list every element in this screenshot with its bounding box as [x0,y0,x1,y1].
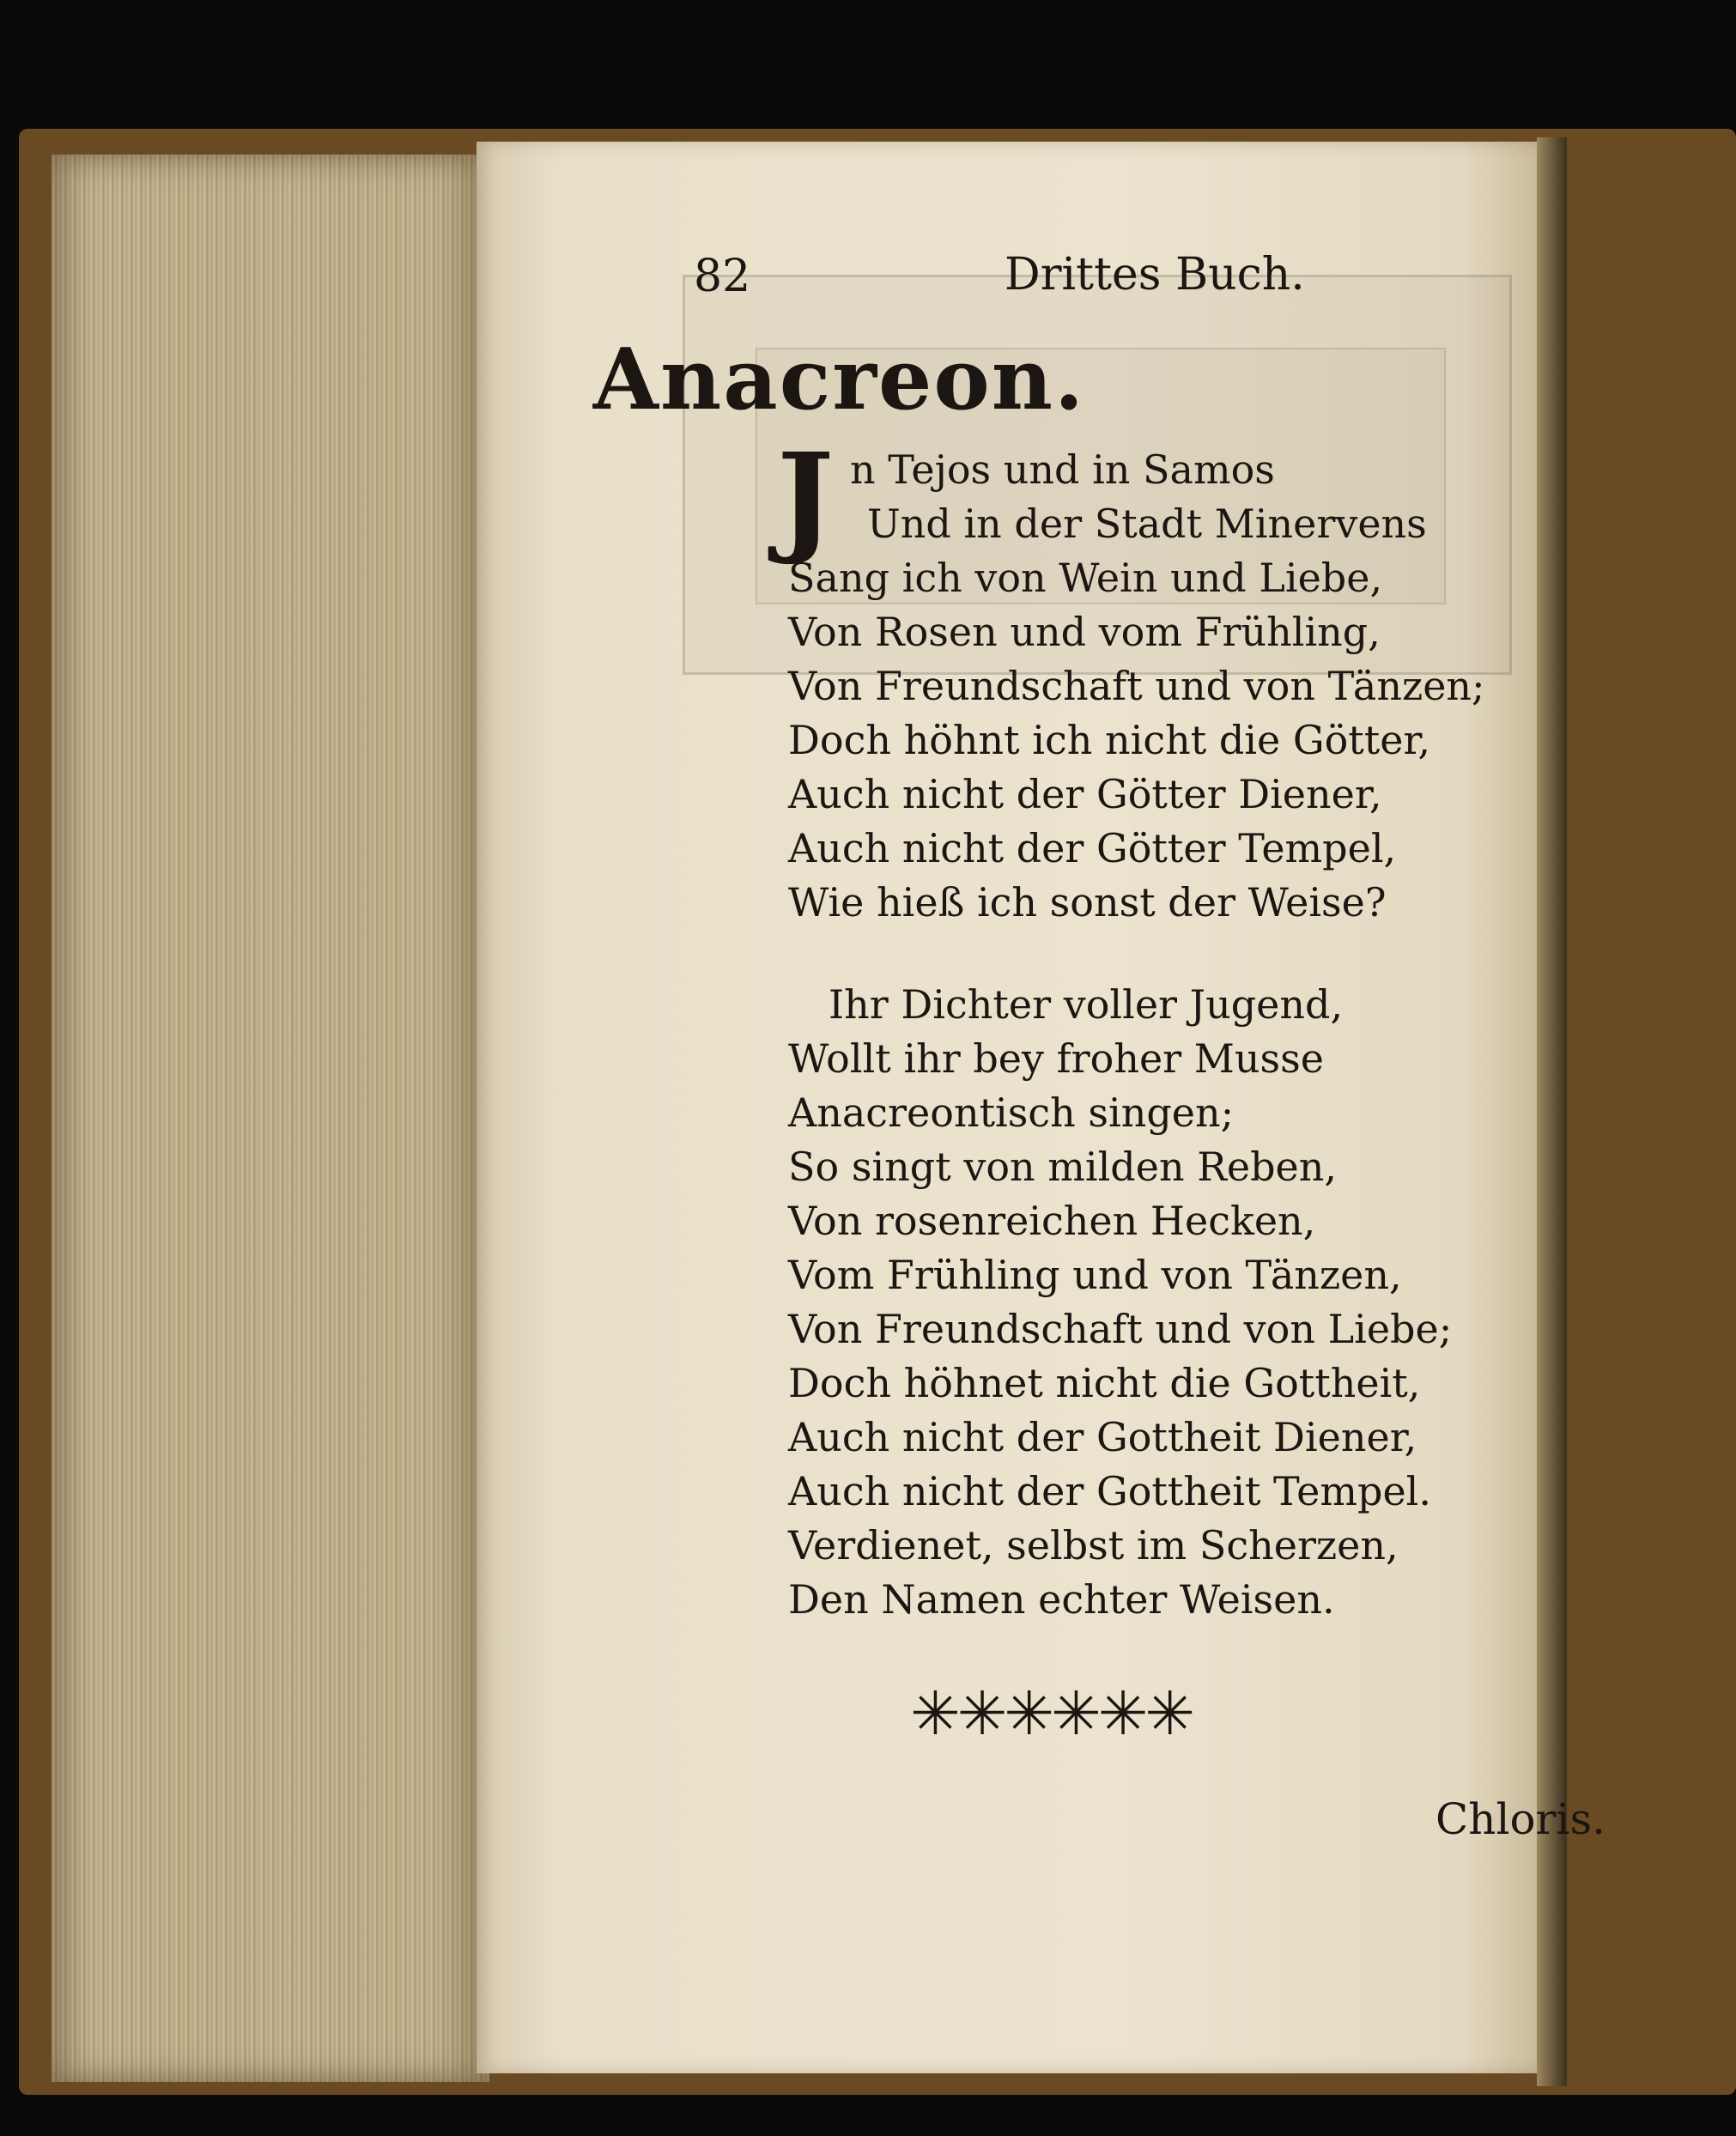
page-number: 82 [694,251,751,302]
verse-line: Von Freundschaft und von Liebe; [788,1306,1453,1352]
poem-title: Anacreon. [592,331,1086,429]
verse-line: So singt von milden Reben, [788,1144,1337,1190]
verse-line: Doch höhnt ich nicht die Götter, [788,717,1431,763]
verse-line: Anacreontisch singen; [788,1089,1235,1136]
verse-line: Doch höhnet nicht die Gottheit, [788,1360,1421,1406]
verse-line: Ihr Dichter voller Jugend, [829,981,1344,1028]
verse-line: Vom Frühling und von Tänzen, [788,1252,1402,1298]
verse-line: Auch nicht der Götter Tempel, [788,825,1397,871]
catchword: Chloris. [1436,1794,1605,1844]
running-head: Drittes Buch. [1005,249,1305,300]
verse-line: Von rosenreichen Hecken, [788,1198,1316,1244]
drop-capital: J [777,428,835,568]
verse-line: Verdienet, selbst im Scherzen, [788,1522,1399,1569]
verse-line: Auch nicht der Gottheit Tempel. [788,1468,1432,1514]
ornament-divider: ✳✳✳✳✳✳ [910,1678,1192,1749]
verse-line: Wie hieß ich sonst der Weise? [788,879,1387,925]
verse-line: Und in der Stadt Minervens [867,501,1427,547]
verse-line: n Tejos und in Samos [850,446,1275,493]
verse-line: Von Freundschaft und von Tänzen; [788,663,1485,709]
verse-line: Auch nicht der Götter Diener, [788,771,1382,817]
verse-line: Wollt ihr bey froher Musse [788,1035,1324,1082]
page-edges [52,155,489,2082]
verse-line: Auch nicht der Gottheit Diener, [788,1414,1417,1460]
verse-line: Den Namen echter Weisen. [788,1576,1335,1623]
verse-line: Sang ich von Wein und Liebe, [788,555,1383,601]
verse-line: Von Rosen und vom Frühling, [788,609,1381,655]
